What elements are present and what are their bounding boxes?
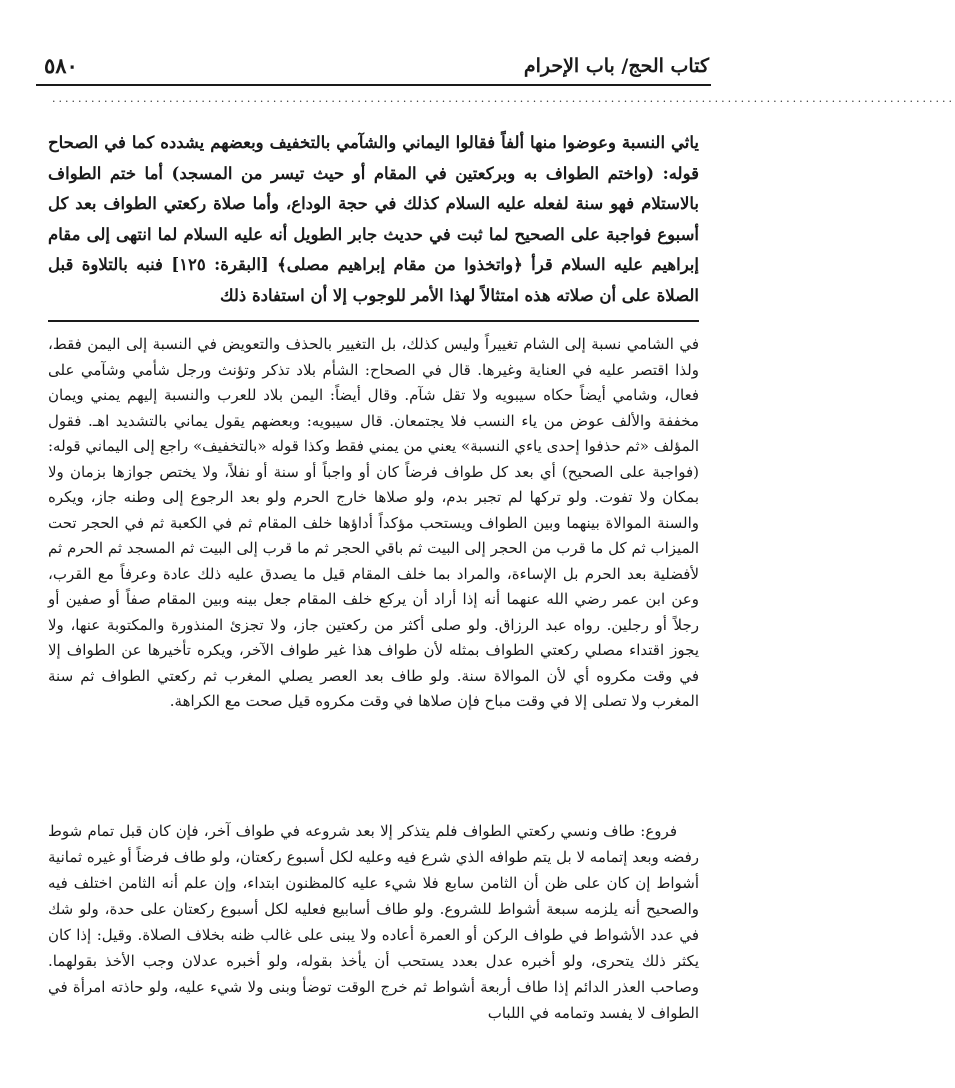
commentary-text: في الشامي نسبة إلى الشام تغييراً وليس كذلك، بل التغيير بالحذف والتعويض في النسبة إلى اليمن فقط، ولذا اقتصر عليه في العناية وغيرها. قال في الصحاح: الشأم بلاد تذكر وتؤنث ورجل شأمي وشآمي على فعال، وشامي أيضاً حكاه سيبويه ولا تقل شآم. وقال أيضاً: اليمن بلاد للعرب والنسبة إليهم يمني ويمان مخففة والألف عوض من ياء النسب فلا يجتمعان. قال سيبويه: وبعضهم يقول يماني بالتشديد اهـ. فقول المؤلف «ثم حذفوا إحدى ياءي النسبة» يعني من يمني فقط وكذا قوله «بالتخفيف» راجع إلى اليماني قوله: (فواجبة على الصحيح) أي بعد كل طواف فرضاً كان أو واجباً أو سنة أو نفلاً، ولا يختص جوازها بزمان ولا بمكان ولا تفوت. ولو تركها لم تجبر بدم، ولو صلاها خارج الحرم ولو بعد الرجوع إلى وطنه جاز، ويكره والسنة الموالاة بينهما وبين الطواف ويستحب مؤكداً أداؤها خلف المقام ثم في الكعبة ثم في الحجر تحت الميزاب ثم كل ما قرب من الحجر إلى البيت ثم باقي الحجر ثم ما قرب إلى البيت ثم المسجد ثم الحرم ثم لأفضلية بعد الحرم بل الإساءة، والمراد بما خلف المقام قيل ما يصدق عليه ذلك عادة وعرفاً مع القرب، وعن ابن عمر رضي الله عنهما أنه إذا أراد أن يركع خلف المقام جعل بينه وبين المقام صفاً أو صفين أو رجلاً أو رجلين. رواه عبد الرزاق. ولو صلى أكثر من ركعتين جاز، ولا تجزئ المنذورة والمكتوبة عنها، ولا يجوز اقتداء مصلي ركعتي الطواف بمثله لأن طواف هذا غير طواف الآخر، ويكره تأخيرها عن الطواف إلا في وقت مكروه أي لأن الموالاة سنة. ولو طاف بعد العصر يصلي المغرب ثم ركعتي الطواف ثم سنة المغرب ولا تصلى إلا في وقت مباح فإن صلاها في وقت مكروه قيل صحت مع الكراهة. xyxy=(48,335,699,710)
page-header xyxy=(36,52,711,86)
branches-block xyxy=(48,818,699,1026)
running-title: كتاب الحج/ باب الإحرام xyxy=(523,55,709,77)
header-rule xyxy=(36,84,711,86)
branches-text: فروع: طاف ونسي ركعتي الطواف فلم يتذكر إلا بعد شروعه في طواف آخر، فإن كان قبل تمام شوط رفضه وبعد إتمامه لا بل يتم طوافه الذي شرع فيه وعليه لكل أسبوع ركعتان، ولو طاف فرضاً أو غيره ثمانية أشواط إن كان على ظن أن الثامن سابع فلا شيء عليه كالمظنون ابتداء، وإن علم أنه الثامن اختلف فيه والصحيح أنه يلزمه سبعة أشواط للشروع. ولو طاف أسابيع فعليه لكل أسبوع ركعتان على حدة، ولو شك في عدد الأشواط في طواف الركن أو العمرة أعاده ولا يبنى على غالب ظنه بخلاف الصلاة. وقيل: إذا كان يكثر ذلك يتحرى، ولو أخبره عدل بعدد يستحب أن يأخذ بقوله، ولو أخبره عدلان وجب الأخذ بقولهما. وصاحب العذر الدائم إذا طاف أربعة أشواط ثم خرج الوقت توضأ وبنى ولا شيء عليه، ولو حاذته امرأة في الطواف لا يفسد وتمامه في اللباب xyxy=(48,822,699,1022)
commentary-separator-rule xyxy=(48,320,699,322)
dotted-separator: ........................................................................................................................................... xyxy=(52,92,955,105)
page-number: ٥٨٠ xyxy=(44,53,78,78)
main-text: ياثي النسبة وعوضوا منها ألفاً فقالوا اليماني والشآمي بالتخفيف وبعضهم يشدده كما في الصحاح قوله: (واختم الطواف به وبركعتين في المقام أو حيث تيسر من المسجد) أما ختم الطواف بالاستلام فهو سنة لفعله عليه السلام كذلك في حجة الوداع، وأما صلاة ركعتي الطواف بعد كل أسبوع فواجبة على الصحيح لما ثبت في حديث جابر الطويل أنه عليه السلام لما انتهى إلى مقام إبراهيم عليه السلام قرأ ﴿واتخذوا من مقام إبراهيم مصلى﴾ [البقرة: ١٢٥] فنبه بالتلاوة قبل الصلاة على أن صلاته هذه امتثالاً لهذا الأمر للوجوب إلا أن استفادة ذلك xyxy=(48,133,699,305)
main-text-block xyxy=(48,128,699,311)
commentary-block xyxy=(48,332,699,715)
